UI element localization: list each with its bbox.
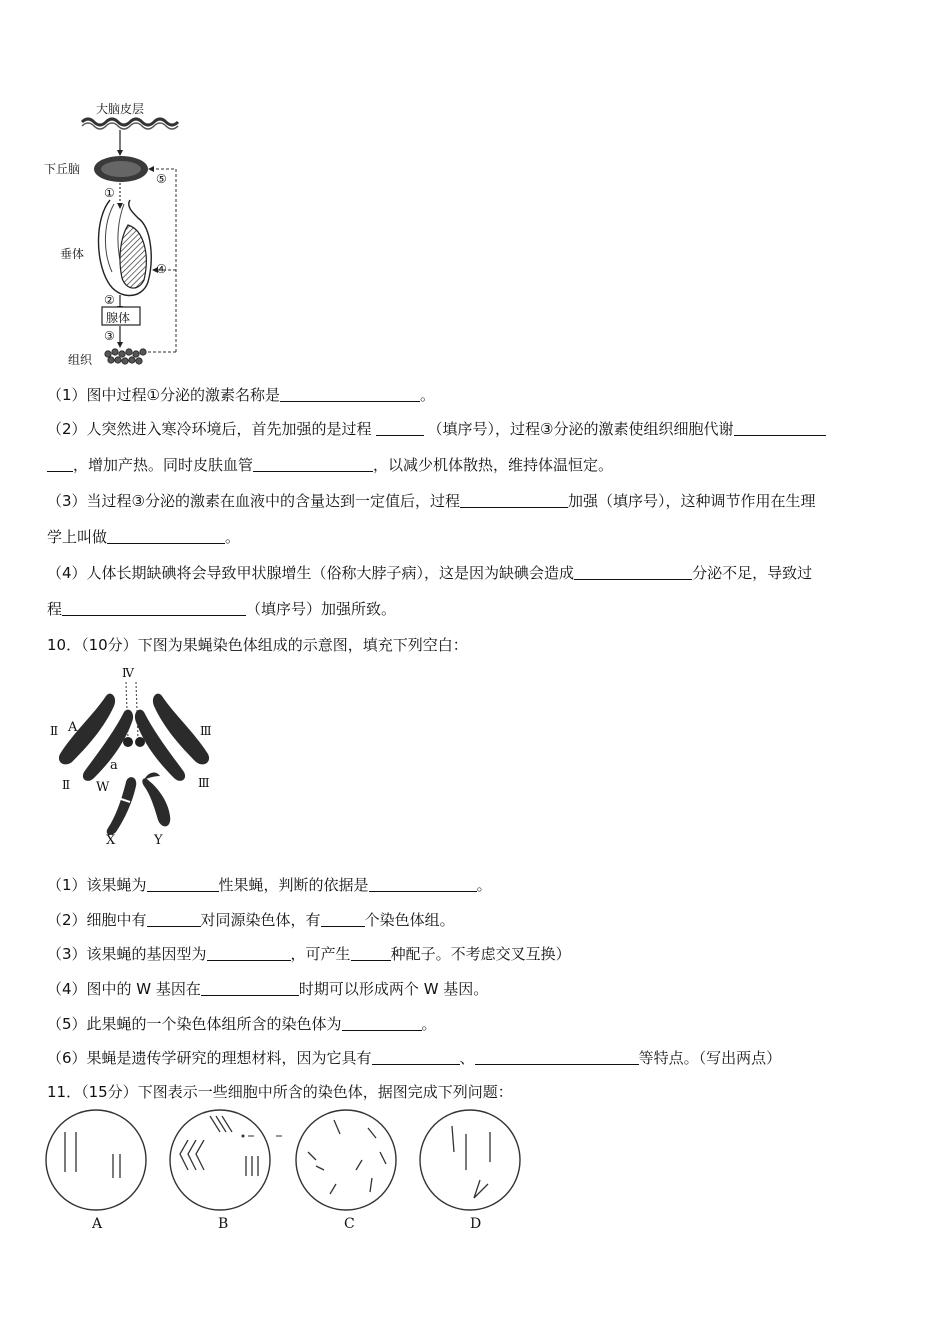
- q9-sub3-line1: [47, 490, 816, 512]
- q10-sub1: [47, 874, 492, 896]
- q9-blank-3a[interactable]: [734, 419, 826, 436]
- q10-sub2-text-b: 对同源染色体，有: [200, 911, 321, 929]
- q10-score: （10分）: [81, 636, 138, 654]
- q9-sub2-line2: [47, 454, 613, 476]
- q11-stem-text: 下图表示一些细胞中所含的染色体，据图完成下列问题：: [137, 1083, 513, 1101]
- cell-label-A: A: [92, 1216, 103, 1232]
- label-A: A: [68, 720, 78, 735]
- q9-sub3-text-b: 加强（填序号），这种调节作用在生理: [568, 492, 816, 510]
- q9-sub1: [47, 384, 435, 406]
- q9-sub3-text-a: （3）当过程③分泌的激素在血液中的含量达到一定值后，过程: [47, 492, 460, 510]
- cells-svg: [40, 1108, 530, 1238]
- pituitary-label: 垂体: [60, 247, 85, 261]
- process-4-label: ④: [156, 262, 167, 276]
- q9-blank-4[interactable]: [253, 455, 373, 472]
- q10-sub6: [47, 1047, 781, 1069]
- q10-sub4: [47, 978, 488, 1000]
- label-III-top: Ⅲ: [200, 724, 212, 738]
- hypothalamus-label: 下丘脑: [44, 162, 81, 176]
- q10-sub1-text-a: （1）该果蝇为: [47, 876, 147, 894]
- q10-sub3-text-a: （3）该果蝇的基因型为: [47, 945, 207, 963]
- q9-blank-5[interactable]: [460, 491, 568, 508]
- q9-sub2-text-b: （填序号），过程③分泌的激素使组织细胞代谢: [427, 420, 734, 438]
- cell-chromosome-figures: [40, 1108, 530, 1238]
- gland-label: 腺体: [106, 311, 131, 325]
- q10-blank-1[interactable]: [147, 875, 219, 892]
- q9-blank-6[interactable]: [107, 527, 225, 544]
- cell-label-D: D: [470, 1216, 482, 1232]
- process-1-label: ①: [104, 186, 115, 200]
- q10-sub6-text-a: （6）果蝇是遗传学研究的理想材料，因为它具有: [47, 1049, 372, 1067]
- q10-sub2-text-a: （2）细胞中有: [47, 911, 147, 929]
- chromosome-X: [107, 777, 137, 835]
- cortex-label: 大脑皮层: [96, 102, 145, 116]
- q10-sub3-text-c: 种配子。不考虑交叉互换）: [390, 945, 571, 963]
- q10-stem: [47, 634, 468, 656]
- cell-C: [296, 1110, 396, 1210]
- q10-blank-9[interactable]: [372, 1048, 460, 1065]
- q10-number: 10．: [47, 636, 82, 654]
- cell-B: [170, 1110, 282, 1210]
- q9-sub2-line1: [47, 418, 826, 440]
- cell-A: [46, 1110, 146, 1210]
- chromosome-Y: [142, 778, 170, 826]
- q10-sub1-text-b: 性果蝇，判断的依据是: [218, 876, 369, 894]
- cell-label-B: B: [218, 1216, 229, 1232]
- q11-score: （15分）: [81, 1083, 138, 1101]
- q9-sub4-line1: [47, 562, 812, 584]
- endocrine-regulation-diagram: [40, 100, 200, 370]
- process-5-label: ⑤: [156, 172, 167, 186]
- endocrine-diagram-svg: [40, 100, 200, 370]
- q10-blank-6[interactable]: [351, 944, 391, 961]
- q9-sub3-text-d: 。: [225, 528, 241, 546]
- q9-sub4-text-b: 分泌不足，导致过: [692, 564, 813, 582]
- q9-sub2-text-d: ，以减少机体散热，维持体温恒定。: [373, 456, 614, 474]
- q10-blank-3[interactable]: [147, 910, 201, 927]
- q10-blank-2[interactable]: [369, 875, 477, 892]
- label-Y: Y: [154, 833, 163, 848]
- q10-blank-8[interactable]: [342, 1014, 422, 1031]
- q9-sub4-text-a: （4）人体长期缺碘将会导致甲状腺增生（俗称大脖子病），这是因为缺碘会造成: [47, 564, 575, 582]
- q9-blank-1[interactable]: [280, 385, 420, 402]
- q9-sub4-text-d: （填序号）加强所致。: [246, 600, 397, 618]
- drosophila-chromosome-diagram: [44, 666, 224, 851]
- q9-sub3-line2: [47, 526, 240, 548]
- q9-sub1-text: （1）图中过程①分泌的激素名称是: [47, 386, 280, 404]
- q10-blank-7[interactable]: [201, 979, 299, 996]
- label-III-bottom: Ⅲ: [198, 776, 210, 790]
- label-II-top: Ⅱ: [50, 724, 59, 738]
- chromosome-svg: [44, 666, 224, 851]
- q10-sub6-text-c: 等特点。（写出两点）: [638, 1049, 782, 1067]
- q9-blank-8[interactable]: [62, 599, 246, 616]
- q10-stem-text: 下图为果蝇染色体组成的示意图，填充下列空白：: [137, 636, 468, 654]
- label-II-bottom: Ⅱ: [62, 778, 71, 792]
- tissue-label: 组织: [68, 353, 93, 367]
- q10-sub5: [47, 1013, 437, 1035]
- q9-sub4-text-c: 程: [47, 600, 63, 618]
- label-a: a: [110, 758, 118, 773]
- q9-sub1-end: 。: [420, 386, 436, 404]
- q9-sub3-text-c: 学上叫做: [47, 528, 108, 546]
- process-3-label: ③: [104, 329, 115, 343]
- q10-sub1-text-c: 。: [476, 876, 492, 894]
- q10-sub2: [47, 909, 455, 931]
- q9-sub2-text-c: ，增加产热。同时皮肤血管: [73, 456, 254, 474]
- label-IV: Ⅳ: [122, 666, 134, 680]
- q9-sub2-text-a: （2）人突然进入寒冷环境后，首先加强的是过程: [47, 420, 372, 438]
- label-W: W: [96, 780, 110, 795]
- q9-blank-7[interactable]: [574, 563, 692, 580]
- q10-blank-5[interactable]: [207, 944, 291, 961]
- q9-sub4-line2: [47, 598, 396, 620]
- label-X: X: [106, 833, 116, 848]
- process-2-label: ②: [104, 293, 115, 307]
- q9-blank-3b[interactable]: [47, 455, 73, 472]
- q10-sub4-text-a: （4）图中的 W 基因在: [47, 980, 201, 998]
- q10-sub4-text-b: 时期可以形成两个 W 基因。: [298, 980, 489, 998]
- q10-sub5-text-a: （5）此果蝇的一个染色体组所含的染色体为: [47, 1015, 342, 1033]
- q10-sub5-text-b: 。: [421, 1015, 437, 1033]
- q10-sub6-text-b: 、: [459, 1049, 475, 1067]
- tissue-cells: [105, 349, 146, 364]
- q10-blank-4[interactable]: [321, 910, 365, 927]
- q11-number: 11．: [47, 1083, 82, 1101]
- q10-blank-10[interactable]: [475, 1048, 639, 1065]
- q10-sub3: [47, 943, 571, 965]
- cell-label-C: C: [344, 1216, 355, 1232]
- q10-sub3-text-b: ，可产生: [290, 945, 351, 963]
- cell-D: [420, 1110, 520, 1210]
- q11-stem: [47, 1081, 513, 1103]
- q10-sub2-text-c: 个染色体组。: [364, 911, 455, 929]
- q9-blank-2[interactable]: [376, 419, 424, 436]
